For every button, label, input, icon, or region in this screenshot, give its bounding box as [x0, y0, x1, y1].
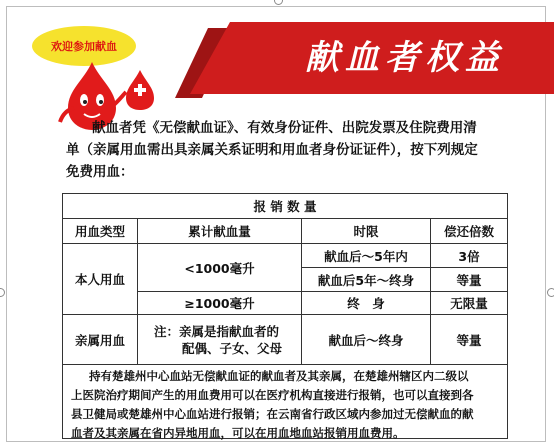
- relative-note-line: 注：亲属是指献血者的: [154, 323, 280, 339]
- footnote-line: 县卫健局或楚雄州中心血站进行报销；在云南省行政区域内参加过无偿献血的献: [71, 407, 474, 421]
- column-header: 累计献血量: [138, 219, 302, 244]
- intro-paragraph: [66, 117, 528, 183]
- table-cell-limit: 献血后～5年内: [302, 244, 431, 268]
- table-cell-limit: 献血后5年～终身: [302, 268, 431, 292]
- table-cell-ratio: 等量: [431, 315, 508, 365]
- footnote-line: 血者及其亲属在省内异地用血，可以在用血地血站报销用血费用。: [71, 426, 405, 440]
- footnote-line: 持有楚雄州中心血站无偿献血证的献血者及其亲属，在楚雄州辖区内二级以: [89, 369, 469, 383]
- table-cell-ratio: 等量: [431, 268, 508, 292]
- table-cell-amount: <1000毫升: [138, 244, 302, 292]
- table-cell-type: 亲属用血: [63, 315, 138, 365]
- footnote-line: 上医院治疗期间产生的用血费用可以在医疗机构直接进行报销，也可以直接到各: [71, 388, 474, 402]
- column-header: 时限: [302, 219, 431, 244]
- reimbursement-table: [62, 193, 508, 365]
- column-header: 用血类型: [63, 219, 138, 244]
- table-cell-limit: 终 身: [302, 292, 431, 315]
- blood-drop-mascot-icon: [22, 22, 182, 132]
- resize-handle-right-icon[interactable]: [547, 288, 554, 297]
- column-header: 偿还倍数: [431, 219, 508, 244]
- resize-handle-left-icon[interactable]: [0, 288, 5, 297]
- table-cell-ratio: 无限量: [431, 292, 508, 315]
- footnote-box: [62, 364, 508, 439]
- table-cell-ratio: 3倍: [431, 244, 508, 268]
- page-title: 献血者权益: [305, 38, 505, 78]
- table-cell-amount: ≥1000毫升: [138, 292, 302, 315]
- mascot-bubble-text: 欢迎参加献血: [51, 40, 117, 53]
- table-cell-type: 本人用血: [63, 244, 138, 315]
- table-cell-relative-note: [138, 315, 302, 365]
- resize-handle-top-icon[interactable]: [274, 0, 283, 5]
- table-caption: 报 销 数 量: [63, 194, 508, 219]
- intro-line: 单（亲属用血需出具亲属关系证明和用血者身份证证件），按下列规定: [66, 142, 478, 158]
- table-cell-limit: 献血后～终身: [302, 315, 431, 365]
- intro-line: 献血者凭《无偿献血证》、有效身份证件、出院发票及住院费用清: [92, 120, 477, 136]
- relative-note-line: 配偶、子女、父母: [182, 340, 283, 356]
- intro-line: 免费用血：: [66, 164, 134, 180]
